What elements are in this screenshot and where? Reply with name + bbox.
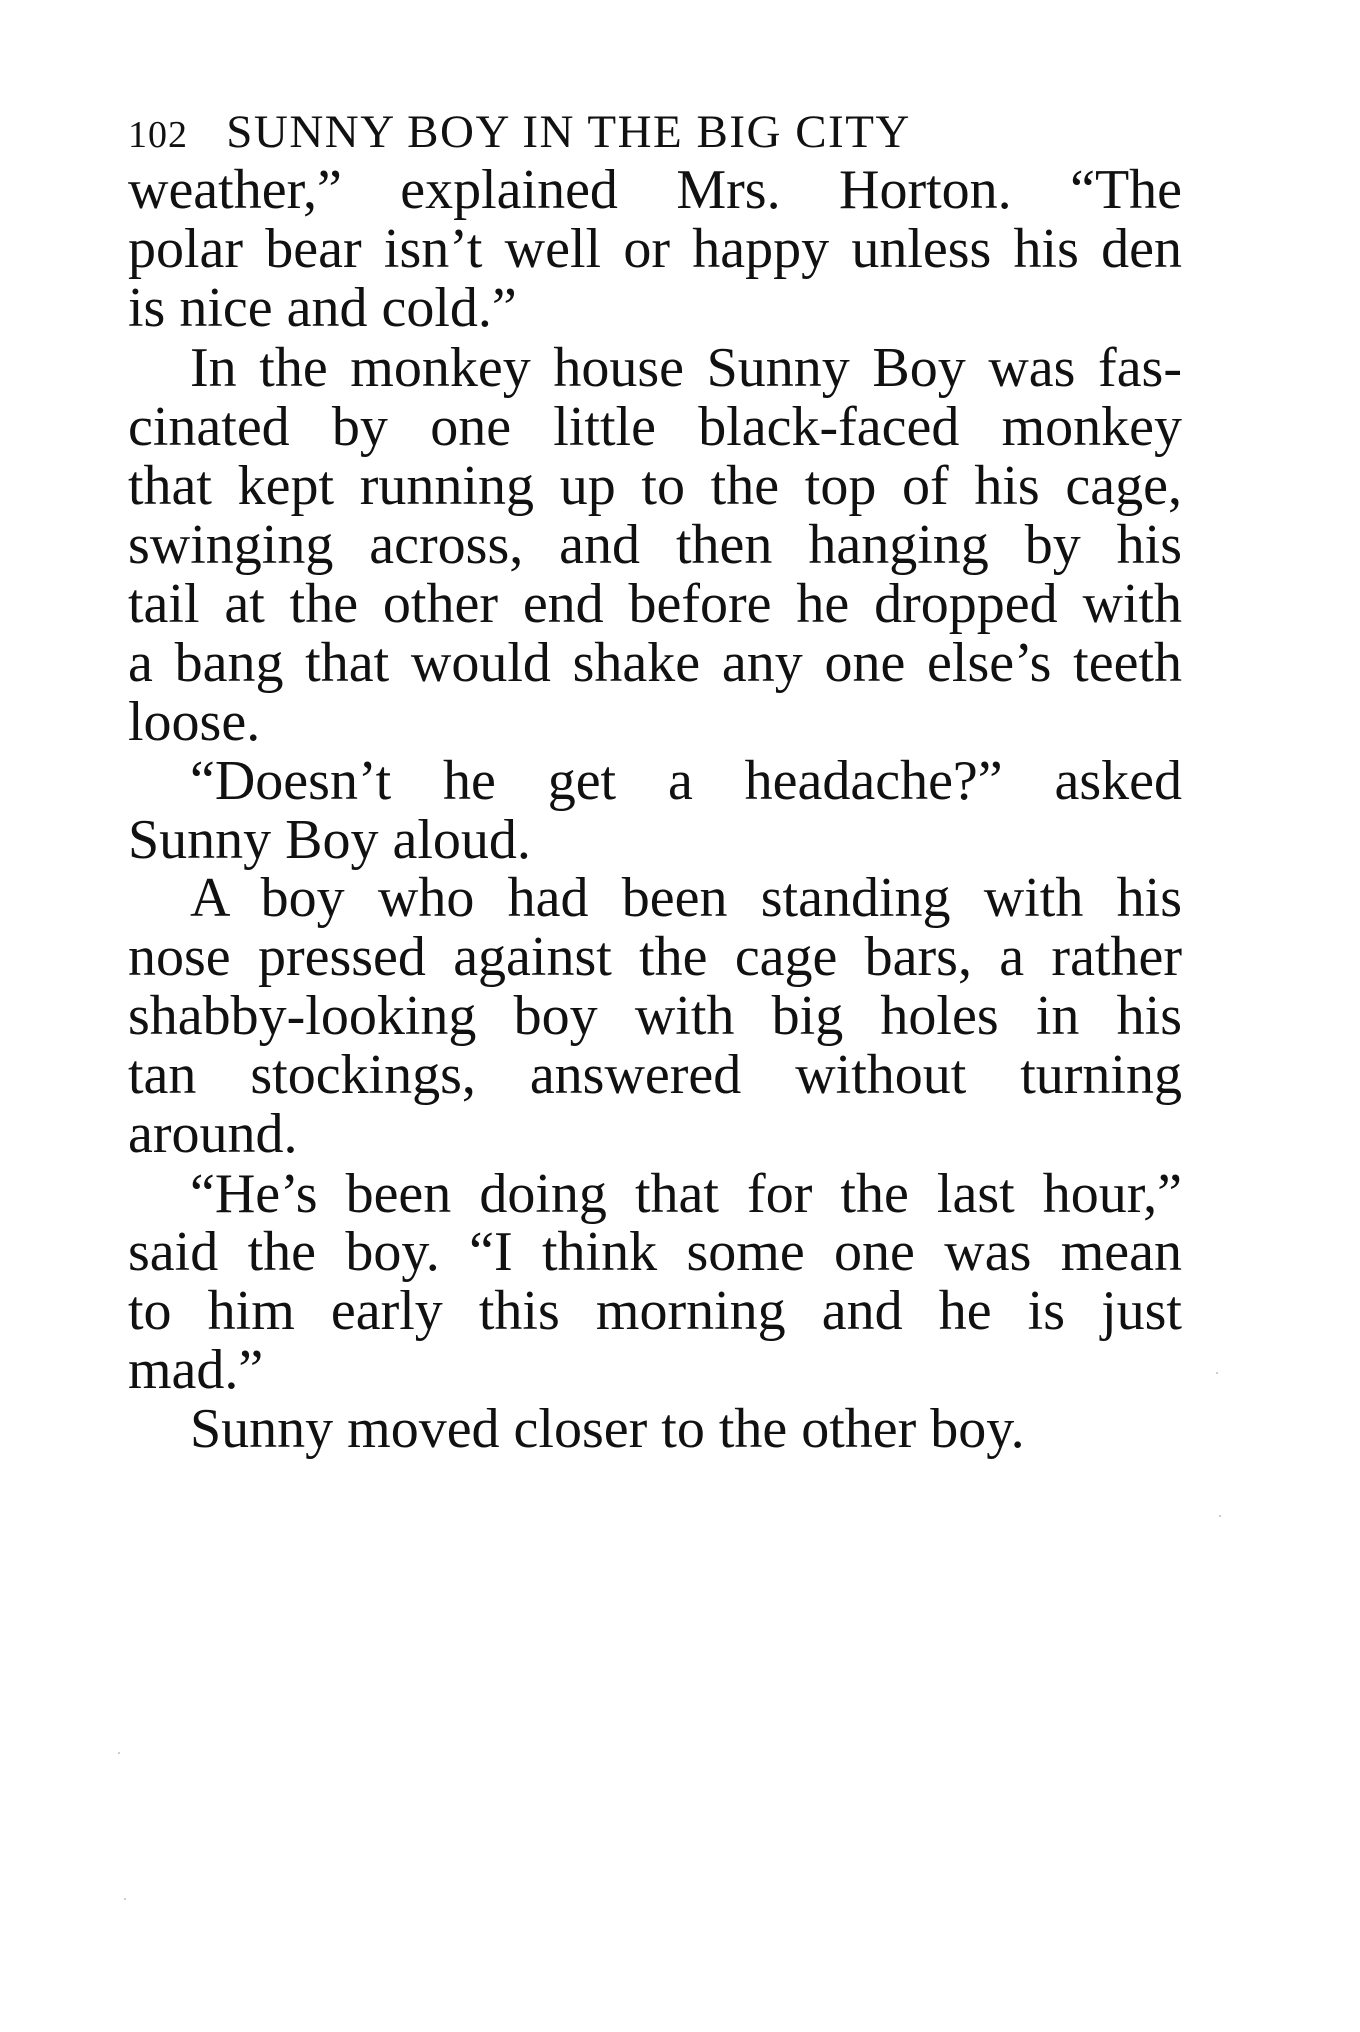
text-line: Sunny Boy aloud.	[128, 809, 531, 871]
page-number: 102	[128, 114, 188, 156]
text-line: In the monkey house Sunny Boy was fas-	[190, 337, 1182, 399]
text-line: tail at the other end before he dropped with	[128, 573, 1182, 635]
paper-speck	[124, 1898, 126, 1900]
text-line: A boy who had been standing with his	[190, 867, 1182, 929]
text-line: tan stockings, answered without turning	[128, 1044, 1182, 1106]
text-line: “Doesn’t he get a headache?” asked	[190, 750, 1182, 812]
text-line: said the boy. “I think some one was mean	[128, 1221, 1182, 1283]
running-title: SUNNY BOY IN THE BIG CITY	[226, 106, 911, 158]
paper-speck	[1216, 1372, 1218, 1374]
text-line: swinging across, and then hanging by his	[128, 514, 1182, 576]
text-line: polar bear isn’t well or happy unless his den	[128, 218, 1182, 280]
text-line: cinated by one little black-faced monkey	[128, 396, 1182, 458]
text-line: weather,” explained Mrs. Horton. “The	[128, 159, 1182, 221]
text-line: Sunny moved closer to the other boy.	[190, 1398, 1025, 1460]
text-line: around.	[128, 1103, 298, 1165]
text-line: loose.	[128, 691, 261, 753]
text-line: a bang that would shake any one else’s teeth	[128, 632, 1182, 694]
text-line: nose pressed against the cage bars, a rather	[128, 926, 1182, 988]
paper-speck	[118, 1752, 120, 1754]
text-line: mad.”	[128, 1339, 264, 1401]
text-line: shabby-looking boy with big holes in his	[128, 985, 1182, 1047]
text-line: to him early this morning and he is just	[128, 1280, 1182, 1342]
paper-speck	[1219, 1515, 1221, 1517]
text-line: is nice and cold.”	[128, 277, 517, 339]
text-line: “He’s been doing that for the last hour,”	[190, 1163, 1182, 1225]
text-line: that kept running up to the top of his cage,	[128, 455, 1182, 517]
